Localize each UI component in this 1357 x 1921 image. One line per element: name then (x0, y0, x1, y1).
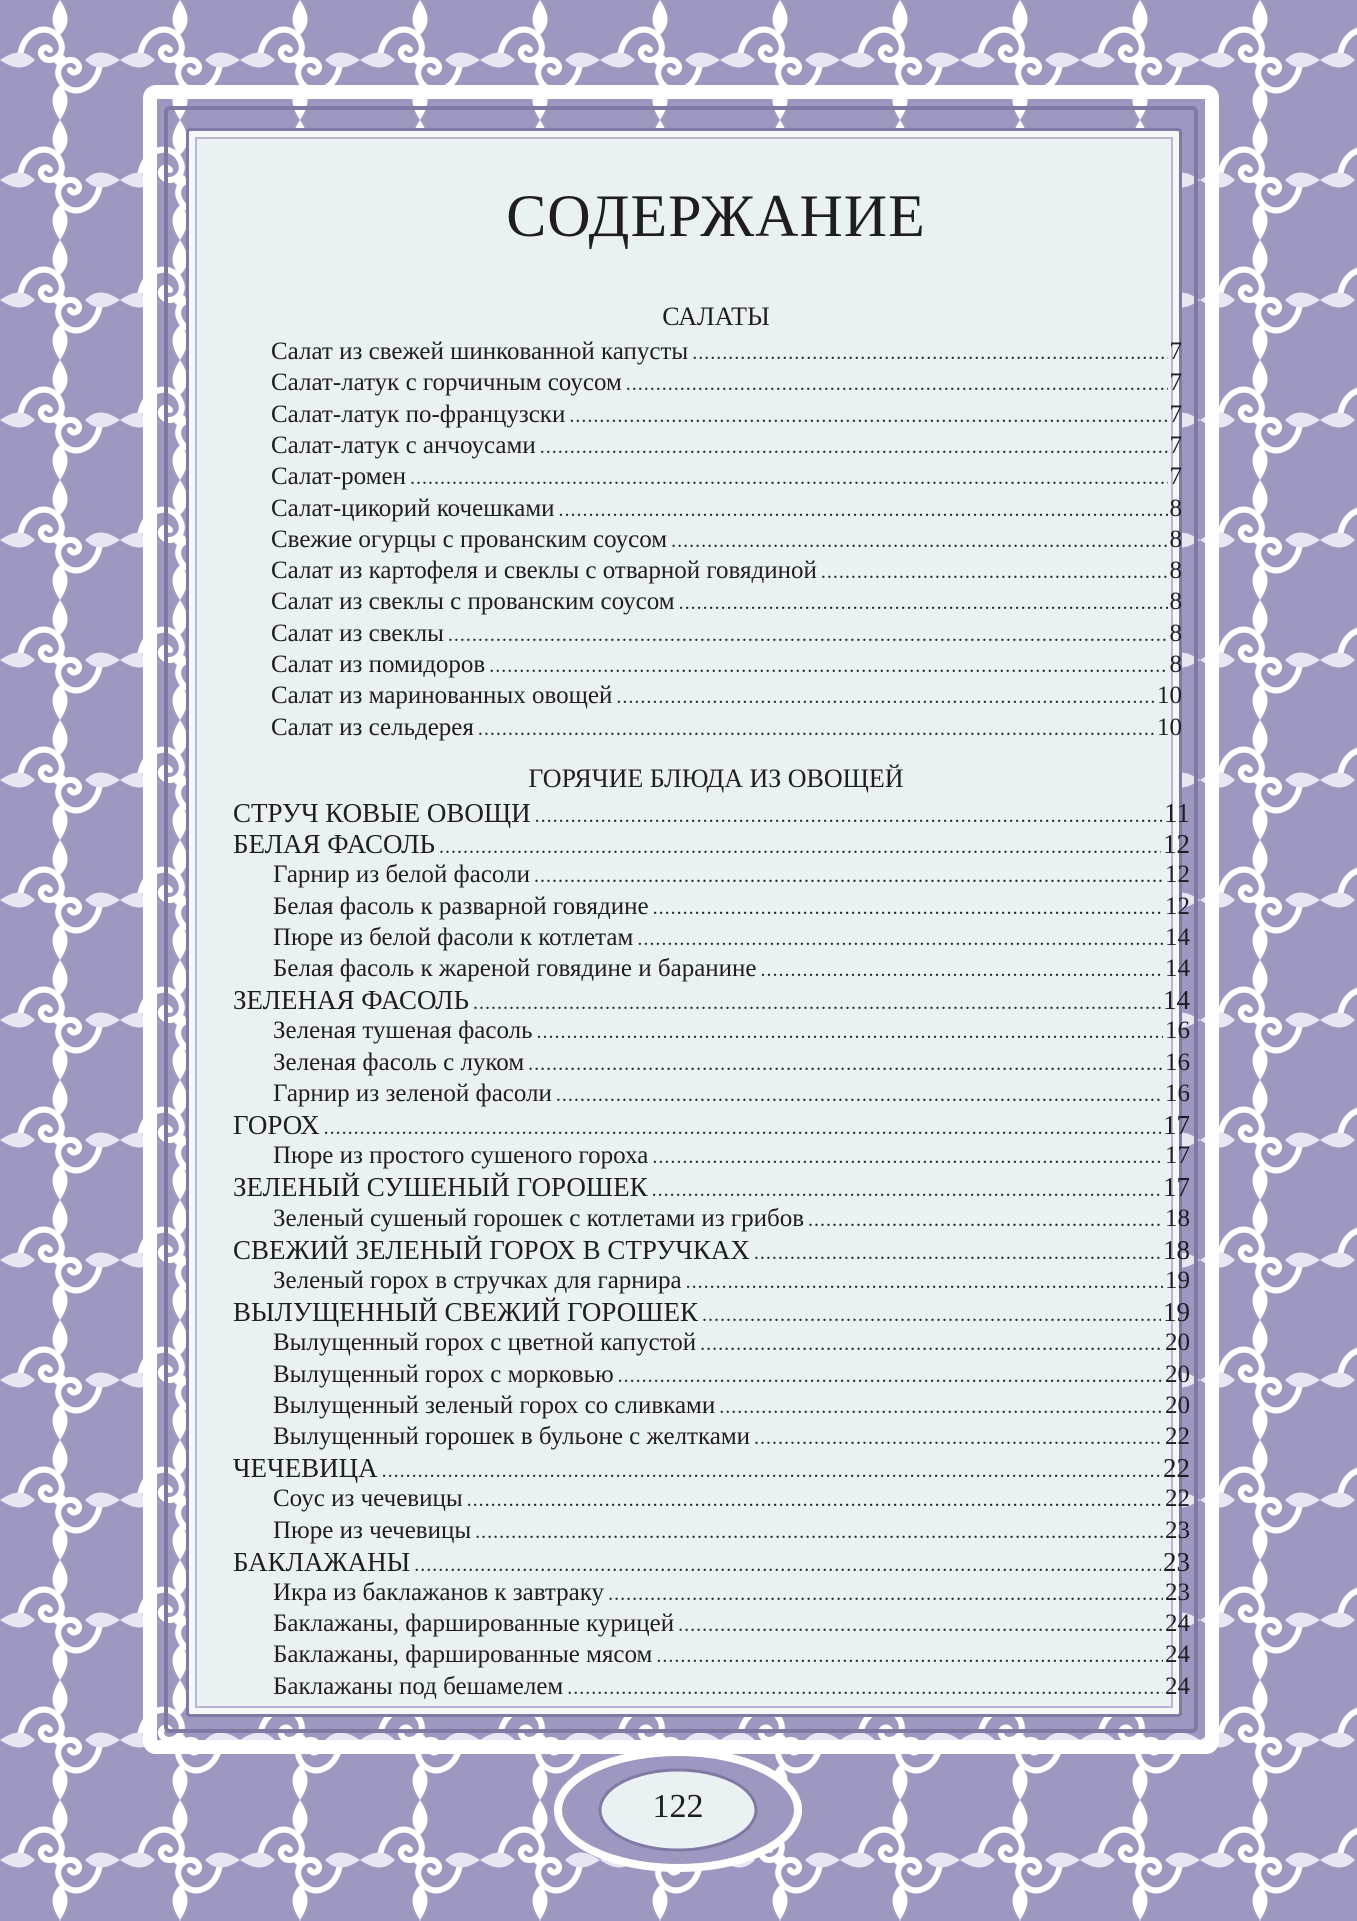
toc-entry[interactable] (271, 621, 1182, 646)
toc-leader-dots (754, 1243, 1161, 1263)
toc-entry[interactable] (271, 496, 1182, 521)
toc-entry-page: 7 (1169, 432, 1182, 459)
toc-entry[interactable] (273, 1050, 1190, 1075)
toc-entry[interactable] (273, 1362, 1190, 1387)
toc-entry-title: Пюре из чечевицы (273, 1517, 472, 1544)
toc-entry-page: 16 (1165, 1080, 1190, 1107)
section-heading: ГОРЯЧИЕ БЛЮДА ИЗ ОВОЩЕЙ (528, 764, 904, 793)
toc-entry-title: ЗЕЛЕНАЯ ФАСОЛЬ (233, 985, 469, 1015)
toc-leader-dots (702, 1305, 1161, 1325)
toc-entry-title: Салат-латук с анчоусами (271, 432, 536, 459)
toc-entry-page: 8 (1169, 620, 1182, 647)
toc-entry-page: 14 (1165, 924, 1190, 951)
toc-entry-title: Салат-латук по-французски (271, 401, 566, 428)
toc-entry-page: 23 (1163, 1547, 1190, 1577)
toc-entry-page: 17 (1165, 1142, 1190, 1169)
toc-entry-title: СТРУЧ КОВЫЕ ОВОЩИ (233, 798, 531, 828)
toc-entry-page: 8 (1169, 557, 1182, 584)
toc-entry-title: Салат из свеклы с прованским соусом (271, 588, 675, 615)
toc-entry[interactable] (273, 1206, 1190, 1231)
toc-chapter-entry[interactable] (233, 1299, 1190, 1326)
toc-entry[interactable] (271, 527, 1182, 552)
toc-entry[interactable] (273, 1393, 1190, 1418)
toc-leader-dots (652, 1147, 1163, 1167)
toc-leader-dots (414, 1555, 1161, 1575)
toc-entry[interactable] (273, 1611, 1190, 1636)
toc-entry-page: 23 (1165, 1517, 1190, 1544)
toc-entry-page: 16 (1165, 1017, 1190, 1044)
toc-entry[interactable] (273, 1424, 1190, 1449)
toc-entry-page: 20 (1165, 1392, 1190, 1419)
toc-entry-title: Баклажаны, фаршированные мясом (273, 1641, 653, 1668)
toc-entry-title: Вылущенный горох с цветной капустой (273, 1329, 697, 1356)
toc-entry[interactable] (273, 1580, 1190, 1605)
toc-leader-dots (559, 500, 1168, 520)
toc-entry-title: Гарнир из белой фасоли (273, 861, 530, 888)
toc-entry-title: БЕЛАЯ ФАСОЛЬ (233, 829, 435, 859)
toc-entry[interactable] (271, 589, 1182, 614)
toc-leader-dots (569, 406, 1167, 426)
toc-entry-page: 8 (1169, 526, 1182, 553)
toc-entry-page: 10 (1157, 682, 1182, 709)
toc-entry-page: 12 (1165, 861, 1190, 888)
toc-leader-dots (556, 1085, 1163, 1105)
toc-leader-dots (478, 719, 1155, 739)
toc-leader-dots (324, 1118, 1161, 1138)
toc-entry[interactable] (273, 1330, 1190, 1355)
toc-entry-title: Вылущенный горошек в бульоне с желтками (273, 1423, 751, 1450)
toc-entry-page: 24 (1165, 1610, 1190, 1637)
toc-entry[interactable] (271, 339, 1182, 364)
page-title: СОДЕРЖАНИЕ (506, 183, 926, 249)
toc-entry[interactable] (273, 956, 1190, 981)
toc-chapter-entry[interactable] (233, 831, 1190, 858)
toc-entry[interactable] (273, 1674, 1190, 1699)
toc-entry-page: 22 (1165, 1485, 1190, 1512)
toc-entry-title: Зеленая тушеная фасоль (273, 1017, 533, 1044)
toc-leader-dots (686, 1272, 1163, 1292)
toc-leader-dots (719, 1397, 1163, 1417)
toc-entry[interactable] (271, 433, 1182, 458)
toc-leader-dots (534, 866, 1163, 886)
toc-entry[interactable] (273, 1018, 1190, 1043)
toc-entry-page: 24 (1165, 1673, 1190, 1700)
toc-entry-title: СВЕЖИЙ ЗЕЛЕНЫЙ ГОРОХ В СТРУЧКАХ (233, 1235, 750, 1265)
toc-entry-title: Белая фасоль к разварной говядине (273, 893, 649, 920)
section-heading: САЛАТЫ (662, 302, 770, 331)
toc-leader-dots (637, 929, 1163, 949)
toc-entry[interactable] (273, 862, 1190, 887)
toc-leader-dots (754, 1428, 1163, 1448)
toc-leader-dots (618, 1366, 1163, 1386)
toc-leader-dots (528, 1054, 1163, 1074)
toc-leader-dots (692, 343, 1167, 363)
toc-leader-dots (475, 1522, 1163, 1542)
toc-leader-dots (656, 1646, 1163, 1666)
toc-leader-dots (700, 1334, 1163, 1354)
toc-chapter-entry[interactable] (233, 1455, 1190, 1482)
toc-entry-title: Салат из картофеля и свеклы с отварной говядиной (271, 557, 817, 584)
toc-entry-title: ГОРОХ (233, 1110, 320, 1140)
toc-entry-title: Салат из свеклы (271, 620, 444, 647)
toc-leader-dots (567, 1678, 1163, 1698)
toc-chapter-entry[interactable] (233, 1549, 1190, 1576)
toc-leader-dots (473, 993, 1161, 1013)
toc-entry-title: Икра из баклажанов к завтраку (273, 1579, 605, 1606)
toc-entry-title: Вылущенный горох с морковью (273, 1361, 614, 1388)
toc-entry-page: 16 (1165, 1049, 1190, 1076)
toc-entry-title: Гарнир из зеленой фасоли (273, 1080, 552, 1107)
toc-entry-page: 22 (1163, 1453, 1190, 1483)
toc-leader-dots (671, 531, 1167, 551)
toc-entry[interactable] (273, 1268, 1190, 1293)
toc-entry-title: Белая фасоль к жареной говядине и баранине (273, 955, 757, 982)
toc-entry-title: Свежие огурцы с прованским соусом (271, 526, 668, 553)
toc-entry-title: Салат-ромен (271, 463, 406, 490)
toc-entry-title: Салат из маринованных овощей (271, 682, 613, 709)
toc-leader-dots (608, 1584, 1163, 1604)
toc-entry-title: Баклажаны, фаршированные курицей (273, 1610, 675, 1637)
toc-entry-page: 8 (1169, 495, 1182, 522)
toc-leader-dots (410, 468, 1168, 488)
page-number: 122 (652, 1788, 704, 1825)
toc-entry-page: 23 (1165, 1579, 1190, 1606)
toc-entry[interactable] (271, 370, 1182, 395)
toc-entry-page: 11 (1164, 798, 1190, 828)
toc-leader-dots (535, 806, 1162, 826)
toc-leader-dots (616, 687, 1155, 707)
toc-entry-page: 10 (1157, 714, 1182, 741)
toc-entry-title: Соус из чечевицы (273, 1485, 463, 1512)
toc-entry-page: 12 (1163, 829, 1190, 859)
toc-entry-page: 18 (1163, 1235, 1190, 1265)
toc-leader-dots (808, 1210, 1163, 1230)
toc-entry-page: 19 (1163, 1297, 1190, 1327)
toc-leader-dots (540, 437, 1168, 457)
toc-entry[interactable] (271, 558, 1182, 583)
toc-leader-dots (821, 562, 1168, 582)
toc-entry[interactable] (271, 464, 1182, 489)
toc-leader-dots (382, 1461, 1161, 1481)
toc-leader-dots (653, 898, 1163, 918)
toc-entry-title: Пюре из белой фасоли к котлетам (273, 924, 634, 951)
toc-entry[interactable] (273, 1486, 1190, 1511)
toc-entry-page: 18 (1165, 1205, 1190, 1232)
toc-entry-page: 12 (1165, 893, 1190, 920)
toc-entry-title: ЗЕЛЕНЫЙ СУШЕНЫЙ ГОРОШЕК (233, 1172, 648, 1202)
toc-leader-dots (537, 1022, 1163, 1042)
toc-leader-dots (439, 837, 1161, 857)
toc-entry-page: 14 (1165, 955, 1190, 982)
toc-entry-page: 7 (1169, 463, 1182, 490)
toc-leader-dots (678, 1615, 1163, 1635)
toc-leader-dots (679, 593, 1168, 613)
toc-chapter-entry[interactable] (233, 987, 1190, 1014)
toc-entry[interactable] (271, 402, 1182, 427)
toc-entry-page: 20 (1165, 1329, 1190, 1356)
toc-entry[interactable] (271, 683, 1182, 708)
toc-entry-title: Зеленый горох в стручках для гарнира (273, 1267, 682, 1294)
toc-entry-title: Салат из свежей шинкованной капусты (271, 338, 689, 365)
toc-entry[interactable] (273, 1642, 1190, 1667)
toc-entry-page: 7 (1169, 369, 1182, 396)
toc-entry-page: 17 (1163, 1110, 1190, 1140)
toc-entry[interactable] (273, 1143, 1190, 1168)
toc-entry-page: 7 (1169, 401, 1182, 428)
toc-entry-page: 8 (1169, 588, 1182, 615)
toc-leader-dots (448, 625, 1168, 645)
toc-entry-title: Зеленый сушеный горошек с котлетами из грибов (273, 1205, 804, 1232)
toc-entry-title: БАКЛАЖАНЫ (233, 1547, 411, 1577)
toc-chapter-entry[interactable] (233, 1237, 1190, 1264)
toc-entry-title: Салат-цикорий кочешками (271, 495, 555, 522)
toc-entry-page: 24 (1165, 1641, 1190, 1668)
toc-entry[interactable] (271, 652, 1182, 677)
toc-chapter-entry[interactable] (233, 1174, 1190, 1201)
toc-entry[interactable] (273, 1081, 1190, 1106)
toc-leader-dots (652, 1180, 1161, 1200)
toc-entry-title: Пюре из простого сушеного гороха (273, 1142, 649, 1169)
toc-entry-title: Салат из сельдерея (271, 714, 474, 741)
toc-entry-title: Баклажаны под бешамелем (273, 1673, 564, 1700)
toc-entry-page: 14 (1163, 985, 1190, 1015)
toc-entry-title: Салат-латук с горчичным соусом (271, 369, 622, 396)
toc-entry[interactable] (271, 715, 1182, 740)
toc-leader-dots (761, 960, 1163, 980)
toc-entry-page: 22 (1165, 1423, 1190, 1450)
toc-entry[interactable] (273, 894, 1190, 919)
toc-entry-page: 20 (1165, 1361, 1190, 1388)
toc-chapter-entry[interactable] (233, 800, 1190, 827)
toc-entry-title: Зеленая фасоль с луком (273, 1049, 525, 1076)
toc-entry-page: 19 (1165, 1267, 1190, 1294)
toc-leader-dots (467, 1490, 1163, 1510)
toc-entry-page: 17 (1163, 1172, 1190, 1202)
toc-leader-dots (489, 656, 1167, 676)
toc-leader-dots (626, 374, 1168, 394)
toc-entry-page: 7 (1169, 338, 1182, 365)
toc-entry-title: ЧЕЧЕВИЦА (233, 1453, 378, 1483)
toc-entry-title: Салат из помидоров (271, 651, 486, 678)
toc-entry-title: Вылущенный зеленый горох со сливками (273, 1392, 716, 1419)
toc-entry[interactable] (273, 925, 1190, 950)
toc-chapter-entry[interactable] (233, 1112, 1190, 1139)
toc-entry[interactable] (273, 1518, 1190, 1543)
toc-entry-page: 8 (1169, 651, 1182, 678)
toc-entry-title: ВЫЛУЩЕННЫЙ СВЕЖИЙ ГОРОШЕК (233, 1297, 698, 1327)
